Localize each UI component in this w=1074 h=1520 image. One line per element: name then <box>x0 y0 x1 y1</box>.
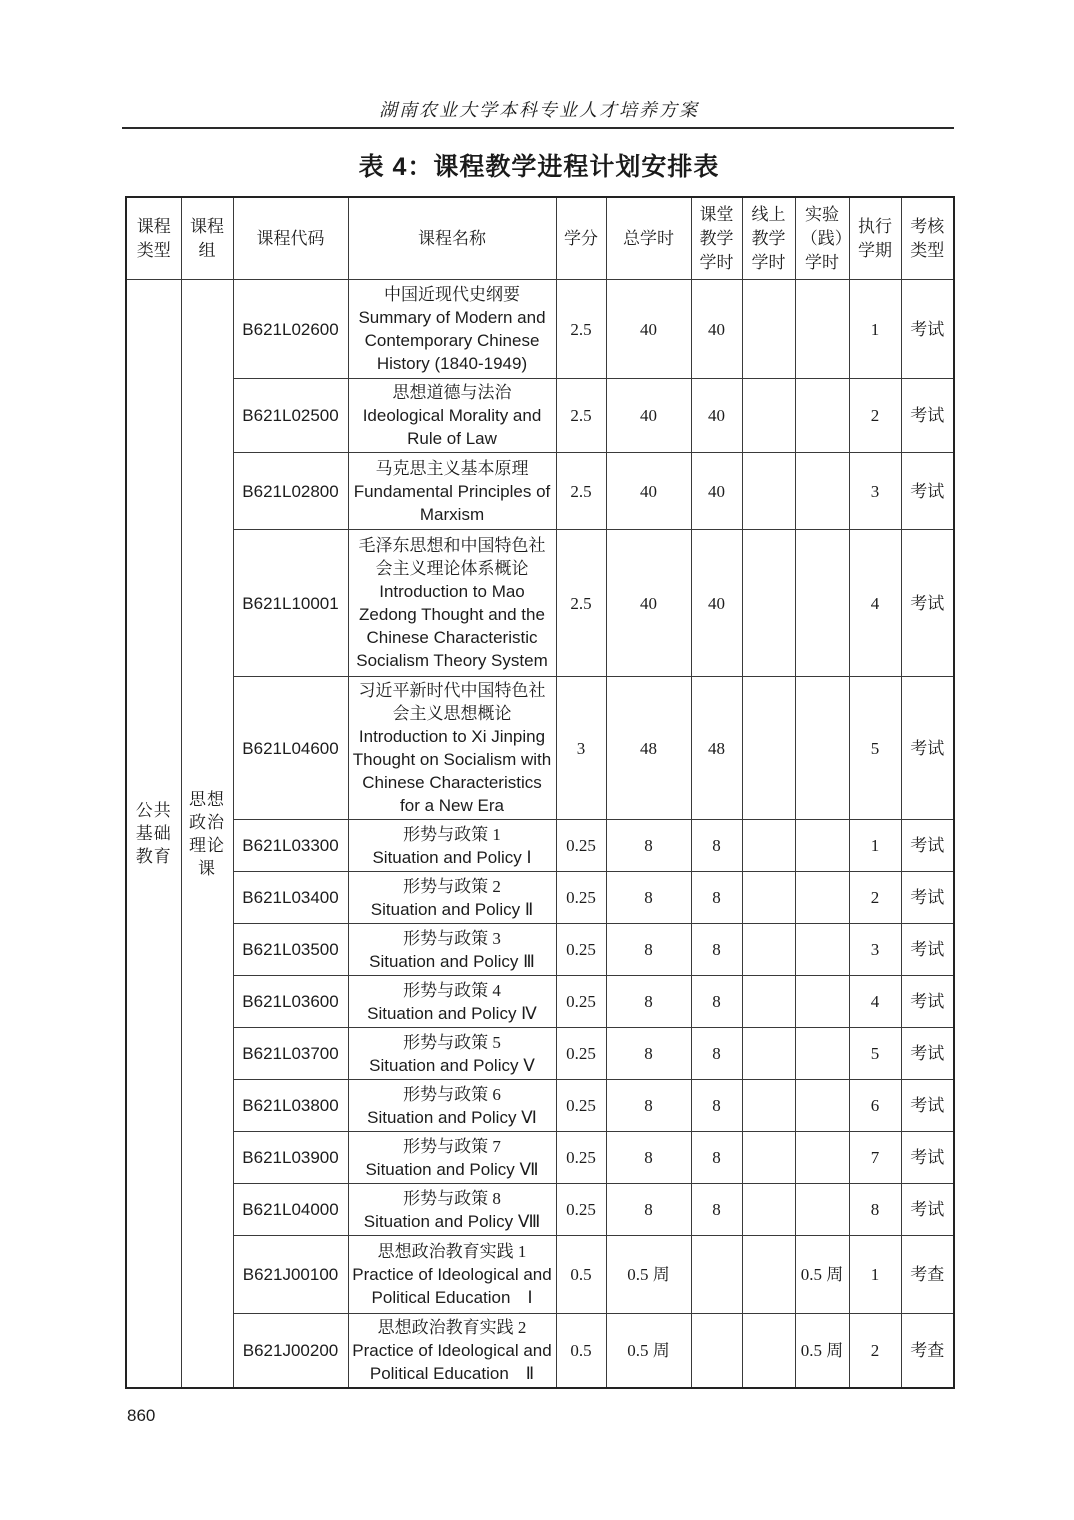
table-row <box>126 379 954 453</box>
online-hours-cell <box>742 1236 795 1314</box>
course-name-en: Situation and Policy Ⅲ <box>369 951 535 971</box>
course-name-en: Situation and Policy Ⅳ <box>367 1003 537 1023</box>
course-schedule-table <box>125 196 955 1389</box>
header-row <box>126 197 954 280</box>
table-row <box>126 872 954 924</box>
semester-cell: 5 <box>849 677 901 820</box>
course-code-cell: B621L03700 <box>233 1028 348 1080</box>
course-name-cell <box>348 453 556 530</box>
lab-hours-cell <box>795 280 849 379</box>
course-name-cell <box>348 1080 556 1132</box>
course-name-zh: 形势与政策 1 <box>403 824 501 844</box>
course-name-en: Introduction to Xi Jinping Thought on Socialism with Chinese Characteristics for a New Era <box>352 727 552 815</box>
table-row <box>126 924 954 976</box>
total-hours-cell: 40 <box>606 530 691 677</box>
table-row <box>126 1184 954 1236</box>
course-name-en: Ideological Morality and Rule of Law <box>362 406 542 448</box>
lab-hours-cell <box>795 872 849 924</box>
total-hours-cell: 48 <box>606 677 691 820</box>
column-header-lab-hours: 实验（践）学时 <box>795 197 849 280</box>
course-name-cell <box>348 872 556 924</box>
online-hours-cell <box>742 1028 795 1080</box>
online-hours-cell <box>742 530 795 677</box>
table-header <box>126 197 954 280</box>
lab-hours-cell: 0.5 周 <box>795 1236 849 1314</box>
total-hours-cell: 40 <box>606 379 691 453</box>
classroom-hours-cell: 8 <box>691 924 742 976</box>
classroom-hours-cell <box>691 1236 742 1314</box>
classroom-hours-cell: 8 <box>691 872 742 924</box>
document-header: 湖南农业大学本科专业人才培养方案 <box>379 100 699 120</box>
course-name-zh: 毛泽东思想和中国特色社会主义理论体系概论 <box>358 536 546 578</box>
assessment-cell: 考试 <box>901 677 954 820</box>
column-header-course-name: 课程名称 <box>348 197 556 280</box>
course-code-cell: B621J00200 <box>233 1314 348 1389</box>
online-hours-cell <box>742 872 795 924</box>
course-name-en: Situation and Policy Ⅴ <box>369 1055 535 1075</box>
course-name-cell <box>348 280 556 379</box>
table-row <box>126 1236 954 1314</box>
assessment-cell: 考试 <box>901 453 954 530</box>
course-name-zh: 思想道德与法治 <box>392 383 512 402</box>
credits-cell: 0.5 <box>556 1236 606 1314</box>
online-hours-cell <box>742 1080 795 1132</box>
semester-cell: 3 <box>849 924 901 976</box>
course-name-cell <box>348 1236 556 1314</box>
course-code-cell: B621L03800 <box>233 1080 348 1132</box>
credits-cell: 0.25 <box>556 872 606 924</box>
total-hours-cell: 8 <box>606 1080 691 1132</box>
assessment-cell: 考试 <box>901 280 954 379</box>
online-hours-cell <box>742 924 795 976</box>
semester-cell: 1 <box>849 280 901 379</box>
course-name-zh: 中国近现代史纲要 <box>384 285 520 304</box>
credits-cell: 2.5 <box>556 530 606 677</box>
course-code-cell: B621L03500 <box>233 924 348 976</box>
credits-cell: 0.25 <box>556 924 606 976</box>
course-name-zh: 马克思主义基本原理 <box>375 458 529 478</box>
course-name-cell <box>348 924 556 976</box>
table-row <box>126 453 954 530</box>
table-row <box>126 1080 954 1132</box>
course-name-zh: 形势与政策 7 <box>403 1136 501 1156</box>
semester-cell: 2 <box>849 1314 901 1389</box>
table-title: 表 4：课程教学进程计划安排表 <box>358 153 720 181</box>
course-code-cell: B621L04000 <box>233 1184 348 1236</box>
course-name-zh: 习近平新时代中国特色社会主义思想概论 <box>358 681 546 723</box>
course-type-cell: 公共基础教育 <box>126 280 181 1389</box>
column-header-course-group: 课程组 <box>181 197 233 280</box>
classroom-hours-cell: 40 <box>691 530 742 677</box>
column-header-online-hours: 线上教学学时 <box>742 197 795 280</box>
table-row <box>126 280 954 379</box>
lab-hours-cell <box>795 1132 849 1184</box>
course-name-zh: 形势与政策 6 <box>403 1084 501 1104</box>
assessment-cell: 考试 <box>901 1184 954 1236</box>
total-hours-cell: 0.5 周 <box>606 1314 691 1389</box>
assessment-cell: 考试 <box>901 1080 954 1132</box>
online-hours-cell <box>742 1314 795 1389</box>
course-name-en: Situation and Policy Ⅶ <box>365 1159 539 1179</box>
classroom-hours-cell: 8 <box>691 820 742 872</box>
lab-hours-cell <box>795 1184 849 1236</box>
course-code-cell: B621L03900 <box>233 1132 348 1184</box>
total-hours-cell: 0.5 周 <box>606 1236 691 1314</box>
total-hours-cell: 8 <box>606 1184 691 1236</box>
online-hours-cell <box>742 453 795 530</box>
table-row <box>126 1132 954 1184</box>
lab-hours-cell <box>795 1028 849 1080</box>
course-name-cell <box>348 1184 556 1236</box>
course-name-en: Practice of Ideological and Political Education Ⅱ <box>352 1341 552 1383</box>
course-rows <box>126 280 954 1389</box>
course-name-en: Practice of Ideological and Political Education Ⅰ <box>352 1265 552 1307</box>
classroom-hours-cell: 40 <box>691 280 742 379</box>
assessment-cell: 考试 <box>901 1028 954 1080</box>
course-name-cell <box>348 379 556 453</box>
semester-cell: 2 <box>849 872 901 924</box>
assessment-cell: 考试 <box>901 976 954 1028</box>
course-name-en: Situation and Policy Ⅵ <box>367 1107 537 1127</box>
column-header-assessment-type: 考核类型 <box>901 197 954 280</box>
credits-cell: 0.25 <box>556 1080 606 1132</box>
online-hours-cell <box>742 976 795 1028</box>
assessment-cell: 考试 <box>901 872 954 924</box>
course-name-en: Situation and Policy Ⅰ <box>372 847 532 867</box>
column-header-credits: 学分 <box>556 197 606 280</box>
course-name-en: Summary of Modern and Contemporary Chinese History (1840-1949) <box>358 308 546 373</box>
course-name-cell <box>348 820 556 872</box>
semester-cell: 1 <box>849 1236 901 1314</box>
semester-cell: 5 <box>849 1028 901 1080</box>
column-header-semester: 执行学期 <box>849 197 901 280</box>
course-code-cell: B621L03600 <box>233 976 348 1028</box>
course-name-zh: 思想政治教育实践 1 <box>377 1242 527 1261</box>
course-code-cell: B621L03300 <box>233 820 348 872</box>
total-hours-cell: 8 <box>606 976 691 1028</box>
credits-cell: 3 <box>556 677 606 820</box>
assessment-cell: 考试 <box>901 924 954 976</box>
classroom-hours-cell <box>691 1314 742 1389</box>
assessment-cell: 考试 <box>901 820 954 872</box>
total-hours-cell: 8 <box>606 1028 691 1080</box>
semester-cell: 6 <box>849 1080 901 1132</box>
semester-cell: 1 <box>849 820 901 872</box>
assessment-cell: 考试 <box>901 379 954 453</box>
assessment-cell: 考查 <box>901 1314 954 1389</box>
table-row <box>126 530 954 677</box>
page-number: 860 <box>127 1406 156 1425</box>
course-name-en: Introduction to Mao Zedong Thought and the Chinese Characteristic Socialism Theory System <box>356 582 548 670</box>
lab-hours-cell <box>795 379 849 453</box>
lab-hours-cell <box>795 453 849 530</box>
classroom-hours-cell: 40 <box>691 379 742 453</box>
semester-cell: 3 <box>849 453 901 530</box>
course-name-en: Situation and Policy Ⅱ <box>370 899 534 919</box>
header-divider <box>122 127 954 129</box>
course-name-zh: 形势与政策 4 <box>403 980 501 1000</box>
course-code-cell: B621L03400 <box>233 872 348 924</box>
credits-cell: 2.5 <box>556 453 606 530</box>
lab-hours-cell <box>795 820 849 872</box>
total-hours-cell: 8 <box>606 1132 691 1184</box>
classroom-hours-cell: 8 <box>691 1028 742 1080</box>
course-code-cell: B621L10001 <box>233 530 348 677</box>
table-row <box>126 677 954 820</box>
online-hours-cell <box>742 1132 795 1184</box>
lab-hours-cell <box>795 1080 849 1132</box>
course-name-cell <box>348 1314 556 1389</box>
online-hours-cell <box>742 820 795 872</box>
assessment-cell: 考试 <box>901 1132 954 1184</box>
table-row <box>126 1028 954 1080</box>
classroom-hours-cell: 8 <box>691 1080 742 1132</box>
lab-hours-cell: 0.5 周 <box>795 1314 849 1389</box>
course-name-zh: 思想政治教育实践 2 <box>377 1318 527 1337</box>
semester-cell: 7 <box>849 1132 901 1184</box>
total-hours-cell: 8 <box>606 820 691 872</box>
course-code-cell: B621L04600 <box>233 677 348 820</box>
course-name-zh: 形势与政策 3 <box>403 928 501 948</box>
credits-cell: 0.5 <box>556 1314 606 1389</box>
assessment-cell: 考试 <box>901 530 954 677</box>
course-name-en: Situation and Policy Ⅷ <box>363 1211 541 1231</box>
table-row <box>126 820 954 872</box>
credits-cell: 0.25 <box>556 1028 606 1080</box>
credits-cell: 0.25 <box>556 976 606 1028</box>
semester-cell: 2 <box>849 379 901 453</box>
course-name-cell <box>348 1028 556 1080</box>
classroom-hours-cell: 40 <box>691 453 742 530</box>
total-hours-cell: 40 <box>606 453 691 530</box>
classroom-hours-cell: 8 <box>691 976 742 1028</box>
online-hours-cell <box>742 280 795 379</box>
assessment-cell: 考查 <box>901 1236 954 1314</box>
credits-cell: 0.25 <box>556 1184 606 1236</box>
lab-hours-cell <box>795 924 849 976</box>
column-header-course-code: 课程代码 <box>233 197 348 280</box>
credits-cell: 0.25 <box>556 820 606 872</box>
column-header-course-type: 课程类型 <box>126 197 181 280</box>
credits-cell: 0.25 <box>556 1132 606 1184</box>
online-hours-cell <box>742 1184 795 1236</box>
course-name-cell <box>348 530 556 677</box>
credits-cell: 2.5 <box>556 280 606 379</box>
semester-cell: 4 <box>849 976 901 1028</box>
course-code-cell: B621L02600 <box>233 280 348 379</box>
course-name-zh: 形势与政策 2 <box>403 876 501 896</box>
column-header-classroom-hours: 课堂教学学时 <box>691 197 742 280</box>
lab-hours-cell <box>795 677 849 820</box>
semester-cell: 4 <box>849 530 901 677</box>
course-group-cell: 思想政治理论课 <box>181 280 233 1389</box>
course-code-cell: B621L02800 <box>233 453 348 530</box>
course-code-cell: B621J00100 <box>233 1236 348 1314</box>
course-code-cell: B621L02500 <box>233 379 348 453</box>
online-hours-cell <box>742 677 795 820</box>
course-name-cell <box>348 1132 556 1184</box>
lab-hours-cell <box>795 976 849 1028</box>
total-hours-cell: 8 <box>606 872 691 924</box>
total-hours-cell: 8 <box>606 924 691 976</box>
course-name-cell <box>348 976 556 1028</box>
table-row <box>126 976 954 1028</box>
table-row <box>126 1314 954 1389</box>
course-name-zh: 形势与政策 8 <box>403 1188 501 1208</box>
online-hours-cell <box>742 379 795 453</box>
credits-cell: 2.5 <box>556 379 606 453</box>
classroom-hours-cell: 8 <box>691 1184 742 1236</box>
classroom-hours-cell: 48 <box>691 677 742 820</box>
course-name-cell <box>348 677 556 820</box>
total-hours-cell: 40 <box>606 280 691 379</box>
classroom-hours-cell: 8 <box>691 1132 742 1184</box>
column-header-total-hours: 总学时 <box>606 197 691 280</box>
course-name-zh: 形势与政策 5 <box>403 1032 501 1052</box>
semester-cell: 8 <box>849 1184 901 1236</box>
lab-hours-cell <box>795 530 849 677</box>
course-name-en: Fundamental Principles of Marxism <box>353 481 551 524</box>
